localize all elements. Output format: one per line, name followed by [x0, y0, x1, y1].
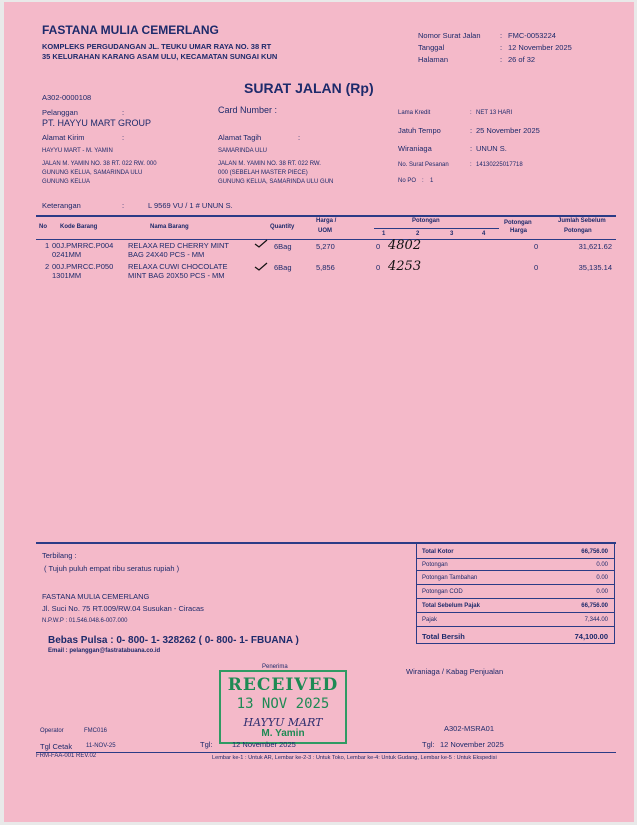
tgl-mid-label: Tgl: — [200, 740, 213, 749]
keterangan-value: L 9569 VU / 1 # UNUN S. — [148, 201, 233, 210]
alamat-tagih-line-3: GUNUNG KELUA, SAMARINDA ULU GUN — [218, 179, 334, 185]
operator-label: Operator — [40, 728, 64, 734]
terbilang-value: ( Tujuh puluh empat ribu seratus rupiah ) — [44, 564, 180, 573]
meta-value-tanggal: 12 November 2025 — [508, 43, 572, 52]
stamp-title: RECEIVED — [227, 675, 339, 695]
th-uom: UOM — [318, 228, 332, 234]
meta-label-tanggal: Tanggal — [418, 43, 445, 52]
received-stamp — [219, 670, 347, 744]
row-pot-harga: 0 — [534, 263, 539, 272]
lama-kredit-value: NET 13 HARI — [476, 110, 513, 116]
card-number-label: Card Number : — [218, 105, 278, 115]
th-potongan: Potongan — [412, 218, 440, 224]
row-qty: 6Bag — [274, 242, 292, 251]
delivery-note-page: FASTANA MULIA CEMERLANG KOMPLEKS PERGUDANGAN JL. TEUKU UMAR RAYA NO. 38 RT 35 KELURAHAN KARANG ASAM ULU, KECAMATAN SUNGAI KUN Nomor Surat Jalan : FMC-0053224 Tanggal : 12 November 2025 Halaman : 26 of 32 A302-0000108 SURAT JALAN (Rp) Pelanggan : PT. HAYYU MART GROUP Alamat Kirim : HAYYU MART - M. YAMIN JALAN M. YAMIN NO. 38 RT. 022 RW. 000 GUNUNG KELUA, SAMARINDA ULU GUNUNG KELUA Keterangan : L 9569 VU / 1 # UNUN S. Card Number : Alamat Tagih : SAMARINDA ULU JALAN M. YAMIN NO. 38 RT. 022 RW. 000 (SEBELAH MASTER PIECE) GUNUNG KELUA, SAMARINDA ULU GUN Lama Kredit : NET 13 HARI Jatuh Tempo : 25 November 2025 Wiraniaga : UNUN S. No. Surat Pesanan : 14130225017718 No PO : 1 No Kode Barang Nama Barang Quantity Harga / UOM Potongan 1 2 3 4 Potongan Harga Jumlah Sebelum Potongan 1 00J.PMRRC.P004 0241MM RELAXA RED CHERRY MINT BAG 24X40 PCS - MM 6Bag 5,270 0 4802 0 31,621.62 2 00J.PMRCC.P050 1301MM RELAXA CUWI CHOCOLATE MINT BAG 20X50 PCS - MM 6Bag 5,856 0 4253 0 35,135.14 Terbilang : ( Tujuh puluh empat ribu seratus rupiah ) FASTANA MULIA CEMERLANG Jl. Suci No. 75 RT.009/RW.04 Susukan - Ciracas N.P.W.P : 01.546.048.6-007.000 Bebas Pulsa : 0- 800- 1- 328262 ( 0- 800- 1- FBUANA ) Email : pelanggan@fastratabuana.co.id Total Kotor 66,756.00 Potongan 0.00 Potongan Tambahan 0.00 Potongan COD 0.00 Total Sebelum Pajak 66,756.00 Pajak 7,344.00 Total Bersih 74,100.00 Penerima Wiraniaga / Kabag Penjualan RECEIVED 13 NOV 2025 HAYYU MART M. Yamin A302-MSRA01 Operator FMC016 Tgl Cetak 11-NOV-25 Tgl: 12 November 2025 Tgl: 12 November 2025 FRM-FAA-001 REV.02 Lembar ke-1 : Untuk AR, Lembar ke-2-3 : Untuk Toko, Lembar ke-4: Untuk Gudang, Lembar ke-5 : Untuk Ekspedisi — [4, 2, 634, 822]
pelanggan-label: Pelanggan — [42, 108, 78, 117]
tgl-right-label: Tgl: — [422, 740, 435, 749]
surat-pesanan-value: 14130225017718 — [476, 162, 523, 168]
tgl-right-value: 12 November 2025 — [440, 740, 504, 749]
alamat-kirim-line-2: GUNUNG KELUA, SAMARINDA ULU — [42, 170, 143, 176]
keterangan-label: Keterangan — [42, 201, 81, 210]
row-handwritten-note: 4802 — [388, 238, 422, 253]
tgl-mid-value: 12 November 2025 — [232, 740, 296, 749]
stamp-date: 13 NOV 2025 — [236, 696, 330, 712]
th-qty: Quantity — [270, 224, 295, 230]
th-kode: Kode Barang — [60, 224, 98, 230]
document-title: SURAT JALAN (Rp) — [244, 80, 374, 96]
total-bersih-label: Total Bersih — [422, 632, 465, 641]
lama-kredit-label: Lama Kredit — [398, 110, 431, 116]
th-no: No — [39, 224, 47, 230]
row-handwritten-note: 4253 — [388, 259, 422, 274]
surat-pesanan-label: No. Surat Pesanan — [398, 162, 449, 168]
row-kode-2: 1301MM — [52, 271, 82, 280]
row-pot-harga: 0 — [534, 242, 539, 251]
footer-company-name: FASTANA MULIA CEMERLANG — [42, 592, 150, 601]
th-p2: 2 — [416, 231, 420, 237]
row-no: 2 — [45, 262, 50, 271]
tgl-cetak-value: 11-NOV-25 — [86, 743, 116, 749]
footer-npwp: N.P.W.P : 01.546.048.6-007.000 — [42, 618, 128, 624]
row-harga: 5,856 — [316, 263, 335, 272]
row-jumlah: 31,621.62 — [578, 242, 612, 251]
lembar-note: Lembar ke-1 : Untuk AR, Lembar ke-2-3 : Untuk Toko, Lembar ke-4: Untuk Gudang, Lembar ke-5 : Untuk Ekspedisi — [212, 755, 497, 761]
penerima-label: Penerima — [262, 664, 288, 670]
jatuh-tempo-label: Jatuh Tempo — [398, 126, 441, 135]
row-no: 1 — [45, 241, 50, 250]
jatuh-tempo-value: 25 November 2025 — [476, 126, 540, 135]
row-p1: 0 — [376, 263, 381, 272]
row-nama-2: MINT BAG 20X50 PCS - MM — [128, 271, 225, 280]
row-kode-1: 00J.PMRRC.P004 — [52, 241, 114, 250]
potongan-tambahan-label: Potongan Tambahan — [422, 575, 478, 581]
row-jumlah: 35,135.14 — [578, 263, 612, 272]
row-nama-1: RELAXA RED CHERRY MINT — [128, 241, 229, 250]
row-kode-1: 00J.PMRCC.P050 — [52, 262, 114, 271]
total-bersih-value: 74,100.00 — [574, 632, 608, 641]
wiraniaga-signature-label: Wiraniaga / Kabag Penjualan — [406, 667, 504, 676]
terbilang-label: Terbilang : — [42, 551, 77, 560]
th-jumlah-2: Potongan — [564, 228, 592, 234]
wiraniaga-value: UNUN S. — [476, 144, 507, 153]
potongan-value: 0.00 — [596, 562, 608, 568]
th-pot-harga-1: Potongan — [504, 220, 532, 226]
meta-label-halaman: Halaman — [418, 55, 449, 64]
total-sebelum-pajak-value: 66,756.00 — [581, 603, 608, 609]
potongan-label: Potongan — [422, 562, 448, 568]
th-p1: 1 — [382, 231, 386, 237]
email-text: Email : pelanggan@fastratabuana.co.id — [48, 648, 161, 654]
company-name: FASTANA MULIA CEMERLANG — [42, 23, 219, 37]
row-kode-2: 0241MM — [52, 250, 82, 259]
alamat-kirim-line-3: GUNUNG KELUA — [42, 179, 91, 185]
alamat-tagih-line-2: 000 (SEBELAH MASTER PIECE) — [218, 170, 308, 176]
tgl-cetak-label: Tgl Cetak — [40, 742, 73, 751]
meta-value-halaman: 26 of 32 — [508, 55, 536, 64]
th-harga: Harga / — [316, 218, 337, 224]
total-kotor-label: Total Kotor — [422, 549, 454, 555]
alamat-tagih-label: Alamat Tagih — [218, 133, 262, 142]
row-nama-1: RELAXA CUWI CHOCOLATE — [128, 262, 228, 271]
row-harga: 5,270 — [316, 242, 335, 251]
potongan-tambahan-value: 0.00 — [596, 575, 608, 581]
stamp-name: M. Yamin — [261, 728, 305, 739]
row-p1: 0 — [376, 242, 381, 251]
total-kotor-value: 66,756.00 — [581, 549, 608, 555]
check-mark-icon — [254, 262, 268, 272]
pajak-label: Pajak — [422, 617, 438, 623]
th-jumlah-1: Jumlah Sebelum — [558, 218, 606, 224]
potongan-cod-label: Potongan COD — [422, 589, 463, 595]
stamp-signature: HAYYU MART — [243, 716, 323, 729]
check-mark-icon — [254, 238, 268, 248]
wiraniaga-label: Wiraniaga — [398, 144, 432, 153]
alamat-kirim-name: HAYYU MART - M. YAMIN — [42, 148, 113, 154]
hotline-text: Bebas Pulsa : 0- 800- 1- 328262 ( 0- 800- 1- FBUANA ) — [48, 635, 299, 646]
th-nama: Nama Barang — [150, 224, 189, 230]
th-p3: 3 — [450, 231, 454, 237]
alamat-tagih-name: SAMARINDA ULU — [218, 148, 268, 154]
meta-value-nomor: FMC-0053224 — [508, 31, 556, 40]
pelanggan-value: PT. HAYYU MART GROUP — [42, 118, 152, 128]
row-qty: 6Bag — [274, 263, 292, 272]
pajak-value: 7,344.00 — [584, 617, 608, 623]
row-nama-2: BAG 24X40 PCS - MM — [128, 250, 205, 259]
form-code: FRM-FAA-001 REV.02 — [36, 753, 97, 759]
potongan-cod-value: 0.00 — [596, 589, 608, 595]
company-address-2: 35 KELURAHAN KARANG ASAM ULU, KECAMATAN SUNGAI KUN — [42, 52, 278, 61]
meta-label-nomor: Nomor Surat Jalan — [418, 31, 481, 40]
company-address-1: KOMPLEKS PERGUDANGAN JL. TEUKU UMAR RAYA NO. 38 RT — [42, 42, 272, 51]
no-po-value: 1 — [430, 178, 434, 184]
alamat-kirim-line-1: JALAN M. YAMIN NO. 38 RT. 022 RW. 000 — [42, 161, 157, 167]
bottom-code: A302-MSRA01 — [444, 724, 495, 733]
document-code: A302-0000108 — [42, 93, 92, 102]
operator-value: FMC016 — [84, 728, 108, 734]
total-sebelum-pajak-label: Total Sebelum Pajak — [422, 603, 480, 609]
th-p4: 4 — [482, 231, 486, 237]
th-pot-harga-2: Harga — [510, 228, 528, 234]
alamat-kirim-label: Alamat Kirim — [42, 133, 85, 142]
footer-company-address: Jl. Suci No. 75 RT.009/RW.04 Susukan - Ciracas — [42, 604, 204, 613]
no-po-label: No PO — [398, 178, 417, 184]
alamat-tagih-line-1: JALAN M. YAMIN NO. 38 RT. 022 RW. — [218, 161, 321, 167]
